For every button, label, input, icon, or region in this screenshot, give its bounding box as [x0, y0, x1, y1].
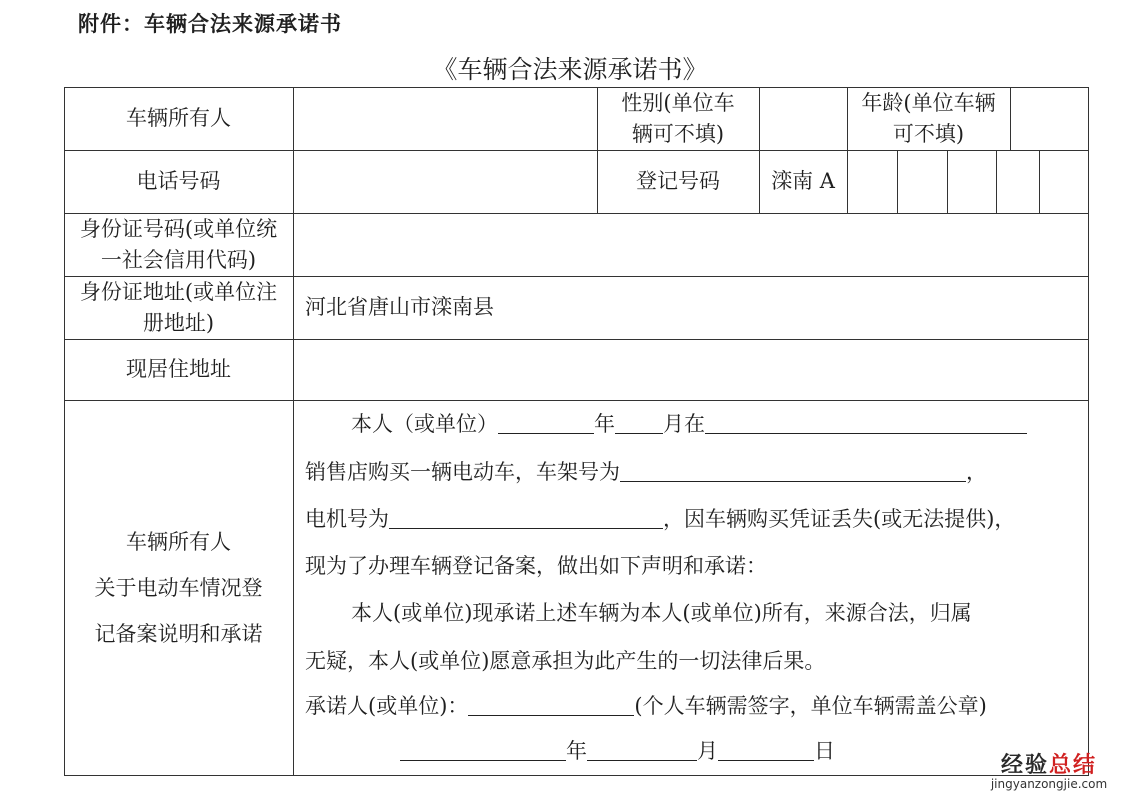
document-title: 《车辆合法来源承诺书》	[432, 55, 708, 84]
statement-label-line: 关于电动车情况登	[94, 575, 263, 600]
registration-box[interactable]	[847, 150, 897, 213]
table-border	[64, 775, 1089, 776]
statement-line-3: 电机号为 ，因车辆购买凭证丢失(或无法提供)，	[305, 507, 1016, 531]
statement-line-1: 本人（或单位） 年 月在	[305, 408, 1027, 438]
registration-box[interactable]	[1039, 150, 1088, 213]
phone-label: 电话号码	[136, 169, 221, 193]
statement-line-6: 无疑，本人(或单位)愿意承担为此产生的一切法律后果。	[305, 649, 826, 673]
residence-field[interactable]	[293, 339, 1088, 400]
owner-label: 车辆所有人	[126, 106, 231, 130]
age-field[interactable]	[1010, 87, 1088, 150]
statement-line-4: 现为了办理车辆登记备案，做出如下声明和承诺：	[305, 554, 767, 578]
registration-box[interactable]	[897, 150, 947, 213]
date-month-blank[interactable]	[587, 738, 697, 761]
month-blank[interactable]	[615, 411, 663, 434]
statement-line-5: 本人(或单位)现承诺上述车辆为本人(或单位)所有，来源合法，归属	[351, 601, 972, 625]
registration-box[interactable]	[996, 150, 1039, 213]
gender-label: 性别(单位车辆可不填)	[621, 90, 735, 146]
table-border	[1088, 87, 1089, 776]
date-line: 年 月 日	[400, 735, 835, 765]
registration-prefix: 滦南 A	[771, 169, 835, 193]
id-address-field[interactable]: 河北省唐山市滦南县	[305, 295, 494, 319]
id-address-label: 身份证地址(或单位注册地址)	[79, 279, 278, 335]
date-year-blank[interactable]	[400, 738, 566, 761]
watermark	[960, 748, 1138, 791]
statement-label-line: 记备案说明和承诺	[94, 621, 263, 646]
date-day-blank[interactable]	[718, 738, 814, 761]
registration-label: 登记号码	[636, 169, 720, 193]
promisor-blank[interactable]	[468, 693, 634, 716]
watermark-text-accent: 总结	[1049, 753, 1098, 778]
statement-line-2: 销售店购买一辆电动车，车架号为 ，	[305, 460, 987, 484]
statement-line-7: 承诺人(或单位)： (个人车辆需签字，单位车辆需盖公章)	[305, 694, 987, 718]
residence-label: 现居住地址	[126, 357, 231, 381]
phone-field[interactable]	[293, 150, 597, 213]
attachment-heading: 附件：车辆合法来源承诺书	[78, 12, 342, 36]
year-blank[interactable]	[498, 411, 594, 434]
id-number-label: 身份证号码(或单位统一社会信用代码)	[79, 216, 278, 272]
owner-field[interactable]	[293, 87, 597, 150]
store-blank[interactable]	[705, 411, 1027, 434]
age-label: 年龄(单位车辆可不填)	[861, 90, 996, 146]
id-number-field[interactable]	[293, 213, 1088, 276]
watermark-url: jingyanzongjie.com	[990, 777, 1108, 791]
motor-number-blank[interactable]	[389, 506, 663, 529]
gender-field[interactable]	[759, 87, 847, 150]
statement-label-line: 车辆所有人	[126, 529, 231, 554]
frame-number-blank[interactable]	[620, 459, 966, 482]
registration-box[interactable]	[947, 150, 996, 213]
statement-label	[64, 400, 293, 775]
watermark-text: 经验	[1000, 753, 1049, 778]
